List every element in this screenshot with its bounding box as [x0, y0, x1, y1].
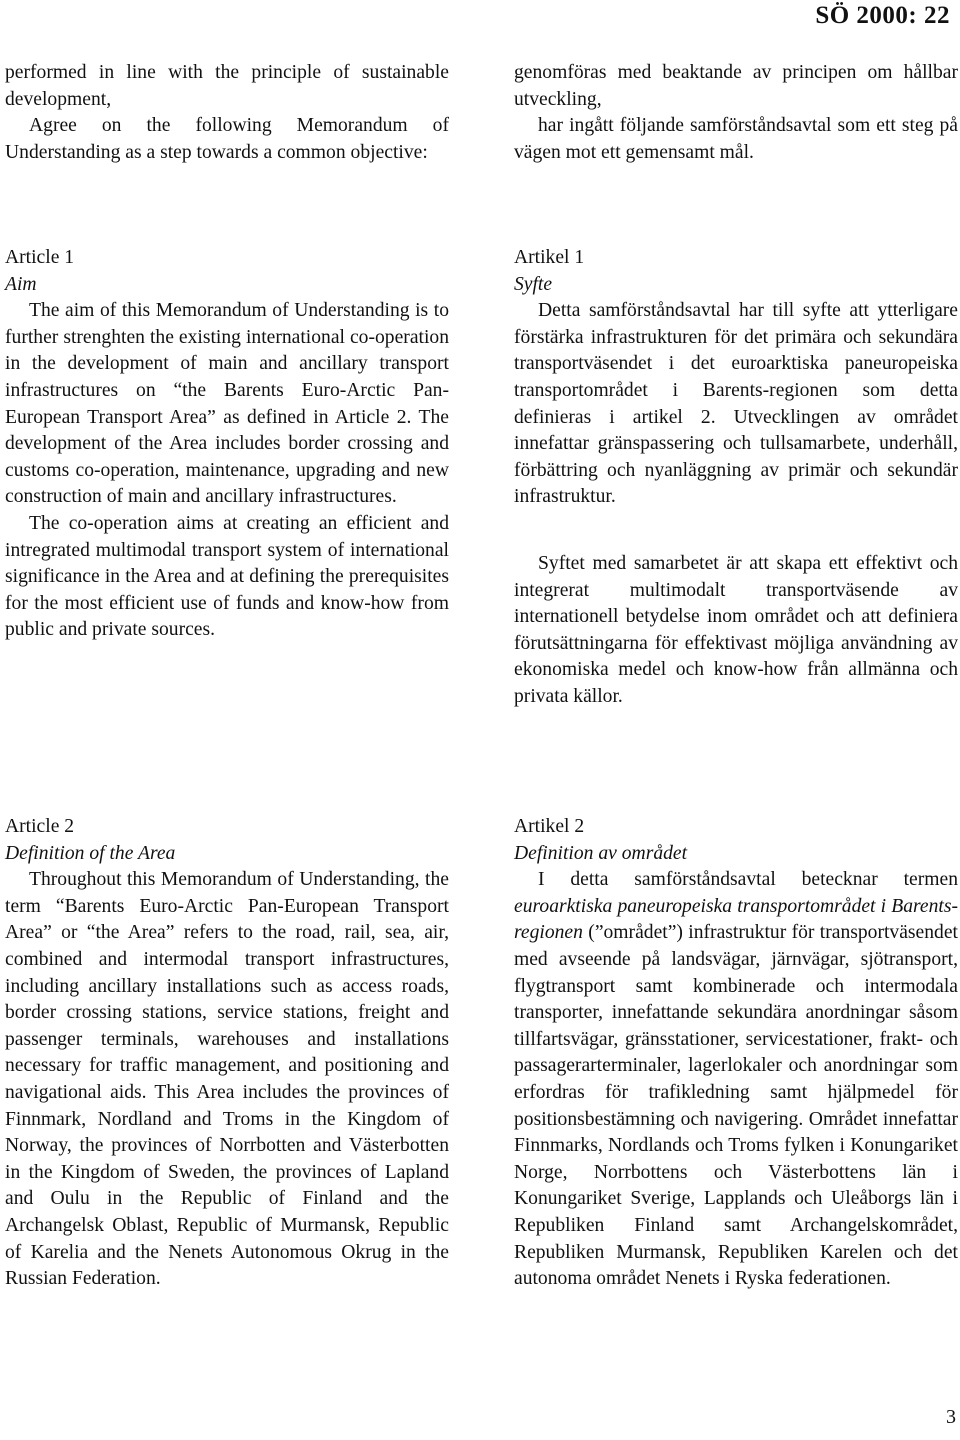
article1-sv-paragraph1: Detta samförståndsavtal har till syfte att ytterligare förstärka infrastrukturen för det primära och sekundära transportväsendet i det euroarktiska paneuropeiska transportområdet i Barents-regionen som detta definieras i artikel 2. Utvecklingen av området innefattar gränspassering och tullsamarbete, underhåll, förbättring och nyanläggning av primär och sekundär infrastruktur.	[514, 300, 958, 508]
article2-sv-defined-term: euroarktiska paneuropeiska transportområdet i Barents-regionen	[514, 895, 958, 944]
article2-sv-heading: Artikel 2	[514, 816, 585, 837]
intro-en-line1: performed in line with the principle of sustainable development,	[5, 62, 449, 110]
article1-sv-subheading: Syfte	[514, 273, 553, 295]
article1-sv-paragraph2: Syftet med samarbetet är att skapa ett effektivt och integrerat multimodalt transportväsende av internationell betydelse inom området och att definiera förutsättningarna för effektivast möjliga användning av ekonomiska medel och know-how från allmänna och privata källor.	[514, 552, 958, 707]
page-number: 3	[946, 1406, 956, 1428]
intro-sv-line1: genomföras med beaktande av principen om hållbar utveckling,	[514, 62, 958, 110]
article2-sv-paragraph1-start: I detta samförståndsavtal betecknar termen	[538, 869, 958, 891]
article1-en-subheading: Aim	[5, 273, 37, 295]
article1-swedish	[514, 245, 958, 711]
article1-en-paragraph2: The co-operation aims at creating an efficient and intregrated multimodal transport system of international significance in the Area and at defining the prerequisites for the most efficient use of funds and know-how from public and private sources.	[5, 512, 449, 641]
intro-swedish	[514, 60, 958, 166]
article2-sv-subheading: Definition av området	[514, 842, 688, 864]
article2-en-heading: Article 2	[5, 816, 75, 837]
article2-sv-paragraph1-rest: (”området”) infrastruktur för transportväsendet med avseende på landsvägar, järnvägar, sjötransport, flygtransport samt kombinerade och intermodala transporter, innefattande sekundära anordningar såsom tillfartsvägar, gränsstationer, servicestationer, frakt- och passagerarterminaler, lagerlokaler och anordningar som erfordras för trafikledning samt hjälpmedel för positionsbestämning och navigering. Området innefattar Finnmarks, Nordlands och Troms fylken i Konungariket Norge, Norrbottens och Västerbottens län i Konungariket Sverige, Lapplands och Uleåborgs län i Republiken Finland samt Archangelskområdet, Republiken Murmansk, Republiken Karelen och det autonoma området Nenets i Ryska federationen.	[514, 922, 958, 1290]
article2-en-paragraph1: Throughout this Memorandum of Understanding, the term “Barents Euro-Arctic Pan-European Transport Area” or “the Area” refers to the road, rail, sea, air, combined and intermodal transport infrastructures, including ancillary installations such as access roads, border crossing stations, service stations, freight and passenger terminals, warehouses and installations necessary for traffic management, and positioning and navigational aids. This Area includes the provinces of Finnmark, Nordland and Troms in the Kingdom of Norway, the provinces of Norrbotten and Västerbotten in the Kingdom of Sweden, the provinces of Lapland and Oulu in the Republic of Finland and the Archangelsk Oblast, Republic of Murmansk, Republic of Karelia and the Nenets Autonomous Okrug in the Russian Federation.	[5, 869, 449, 1290]
article1-en-heading: Article 1	[5, 247, 75, 268]
article2-swedish	[514, 814, 958, 1293]
intro-sv-line2: har ingått följande samförståndsavtal som ett steg på vägen mot ett gemensamt mål.	[514, 115, 958, 163]
article1-sv-heading: Artikel 1	[514, 247, 585, 268]
intro-en-line2: Agree on the following Memorandum of Understanding as a step towards a common objective:	[5, 115, 449, 163]
article1-en-paragraph1: The aim of this Memorandum of Understanding is to further strenghten the existing international co-operation in the development of main and ancillary transport infrastructures on “the Barents Euro-Arctic Pan-European Transport Area” as defined in Article 2. The development of the Area includes border crossing and customs co-operation, maintenance, upgrading and new construction of main and ancillary infrastructures.	[5, 300, 449, 508]
document-code-header: SÖ 2000: 22	[815, 2, 950, 29]
article2-en-subheading: Definition of the Area	[5, 842, 176, 864]
article2-english	[5, 814, 449, 1293]
article2-sv-paragraph1	[514, 867, 958, 1293]
intro-english	[5, 60, 449, 166]
article1-english	[5, 245, 449, 644]
